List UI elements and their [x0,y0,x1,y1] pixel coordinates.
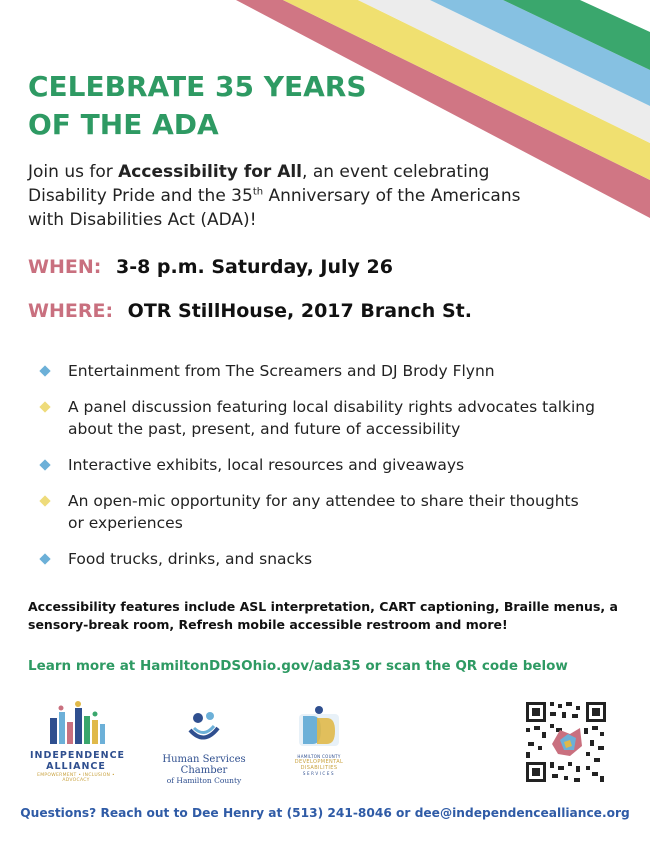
list-item-text: An open-mic opportunity for any attendee to share their thoughts or experiences [68,492,579,532]
ia-tagline: EMPOWERMENT • INCLUSION • ADVOCACY [37,773,115,783]
hamilton-county-dd-logo [278,704,360,776]
where-value: OTR StillHouse, 2017 Branch St. [127,300,472,322]
dd-mark-icon [289,704,349,750]
list-item-text: Food trucks, drinks, and snacks [68,550,313,568]
hsc-subtitle: of Hamilton County [166,776,242,785]
accessibility-features: Accessibility features include ASL interpretation, CART captioning, Braille menus, a sensory-break room, Refresh mobile accessible restroom and more! [28,599,618,632]
dd-name-text: DEVELOPMENTAL DISABILITIES [294,759,344,771]
where-row [28,300,472,322]
intro-text-1: Join us for [28,162,119,182]
intro-text-2: , an event celebrating Disability Pride and the 35 [28,162,490,206]
when-label: WHEN: [28,256,102,278]
diamond-bullet-icon [39,553,50,564]
title-line-2: OF THE ADA [28,108,219,141]
list-item [36,360,596,382]
ordinal-suffix: th [252,186,264,198]
diamond-bullet-icon [39,459,50,470]
diamond-bullet-icon [39,495,50,506]
hsc-name: Human Services Chamber [162,754,246,776]
list-item [36,548,596,570]
list-item-text: A panel discussion featuring local disability rights advocates talking about the past, present, and future of accessibility [68,398,595,438]
contact-info: Questions? Reach out to Dee Henry at (513) 241-8046 or dee@independencealliance.org [20,806,630,820]
intro-text-3: Anniversary of the Americans with Disabilities Act (ADA)! [28,186,521,230]
list-item [36,454,596,476]
when-row [28,256,393,278]
where-label: WHERE: [28,300,114,322]
diamond-bullet-icon [39,401,50,412]
intro-paragraph [28,160,548,232]
when-value: 3-8 p.m. Saturday, July 26 [115,256,393,278]
human-services-chamber-logo [140,708,268,785]
city-skyline-icon [30,700,122,746]
dd-sub-text: SERVICES [302,771,336,776]
ia-name-line-2: ALLIANCE [46,761,106,772]
title-line-1: CELEBRATE 35 YEARS [28,70,367,103]
learn-more-link[interactable]: Learn more at HamiltonDDSOhio.gov/ada35 or scan the QR code below [28,658,568,674]
page-title [28,68,448,144]
diamond-bullet-icon [39,365,50,376]
dd-top-text: HAMILTON COUNTY [297,754,341,759]
list-item [36,490,596,534]
list-item-text: Entertainment from The Screamers and DJ Brody Flynn [68,362,495,380]
ia-name-line-1: INDEPENDENCE [30,750,126,761]
qr-code-icon[interactable] [524,700,608,784]
highlights-list [36,360,596,584]
people-circle-icon [184,708,224,748]
list-item [36,396,596,440]
event-name: Accessibility for All [118,162,303,182]
list-item-text: Interactive exhibits, local resources and giveaways [68,456,465,474]
independence-alliance-logo [30,700,126,783]
